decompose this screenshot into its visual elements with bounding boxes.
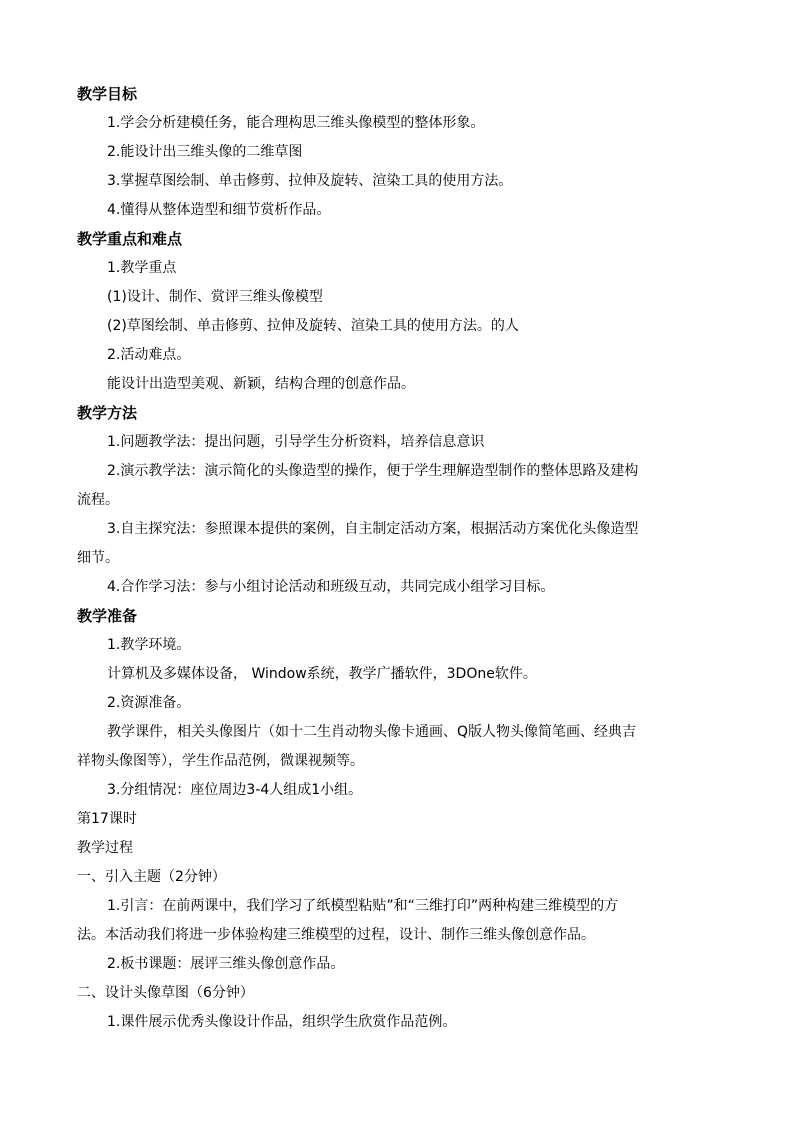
paragraph: 1.问题教学法：提出问题，引导学生分析资料，培养信息意识 (107, 434, 485, 450)
lesson-number: 第17课时 (77, 811, 137, 827)
paragraph-continuation: 流程。 (77, 492, 119, 508)
paragraph: 1.教学重点 (107, 260, 177, 276)
section-heading-preparation: 教学准备 (77, 607, 138, 625)
paragraph-continuation: 法。本活动我们将进一步体验构建三维模型的过程，设计、制作三维头像创意作品。 (77, 927, 595, 943)
paragraph: 4.懂得从整体造型和细节赏析作品。 (107, 202, 331, 218)
paragraph: 能设计出造型美观、新颖，结构合理的创意作品。 (107, 376, 415, 392)
process-title: 教学过程 (77, 840, 133, 856)
paragraph: 1.教学环境。 (107, 637, 191, 653)
paragraph: 2.演示教学法：演示简化的头像造型的操作，便于学生理解造型制作的整体思路及建构 (107, 463, 639, 479)
paragraph: 3.自主探究法：参照课本提供的案例，自主制定活动方案，根据活动方案优化头像造型 (107, 521, 639, 537)
paragraph: 2.活动难点。 (107, 347, 191, 363)
section-heading-key-points: 教学重点和难点 (77, 230, 183, 248)
section-heading-methods: 教学方法 (77, 404, 138, 422)
paragraph: 1.引言：在前两课中，我们学习了纸模型粘贴”和“三维打印”两种构建三维模型的方 (107, 898, 619, 914)
paragraph: 1.学会分析建模任务，能合理构思三维头像模型的整体形象。 (107, 115, 485, 131)
paragraph: 2.能设计出三维头像的二维草图 (107, 144, 303, 160)
paragraph-continuation: 祥物头像图等），学生作品范例，微课视频等。 (77, 753, 364, 769)
paragraph: 教学课件，相关头像图片（如十二生肖动物头像卡通画、Q版人物头像简笔画、经典吉 (107, 724, 637, 740)
step-heading: 二、设计头像草图（6分钟） (77, 985, 254, 1001)
paragraph-continuation: 细节。 (77, 550, 119, 566)
step-heading: 一、引入主题（2分钟） (77, 869, 226, 885)
paragraph: 计算机及多媒体设备， Window系统，教学广播软件，3DOne软件。 (107, 666, 537, 682)
paragraph: (2)草图绘制、单击修剪、拉伸及旋转、渲染工具的使用方法。的人 (107, 318, 519, 334)
paragraph: 4.合作学习法：参与小组讨论活动和班级互动，共同完成小组学习目标。 (107, 579, 555, 595)
paragraph: 1.课件展示优秀头像设计作品，组织学生欣赏作品范例。 (107, 1014, 457, 1030)
paragraph: 2.资源准备。 (107, 695, 191, 711)
paragraph: 3.掌握草图绘制、单击修剪、拉伸及旋转、渲染工具的使用方法。 (107, 173, 513, 189)
paragraph: (1)设计、制作、赏评三维头像模型 (107, 289, 323, 305)
section-heading-objectives: 教学目标 (77, 85, 138, 103)
paragraph: 2.板书课题：展评三维头像创意作品。 (107, 956, 345, 972)
paragraph: 3.分组情况：座位周边3-4人组成1小组。 (107, 782, 363, 798)
